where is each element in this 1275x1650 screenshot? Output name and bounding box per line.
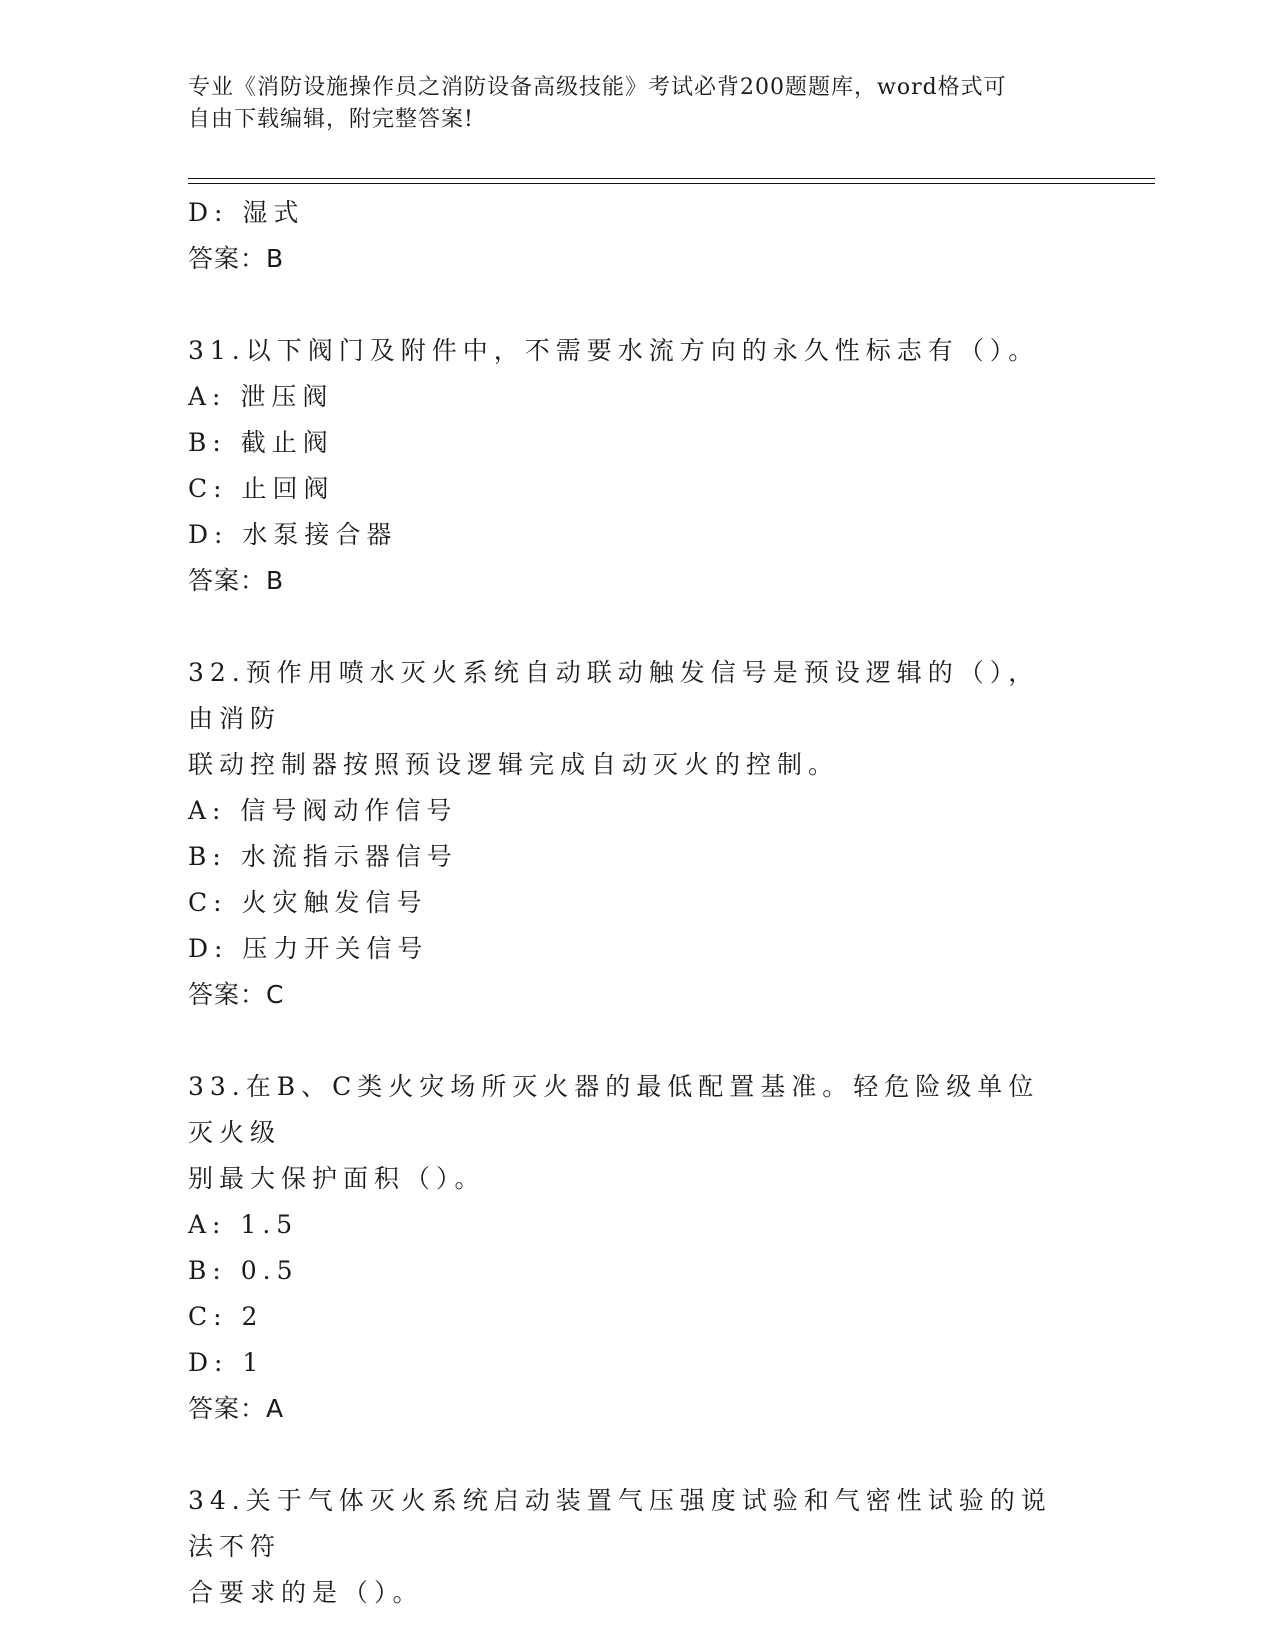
question-list [188,190,1068,1616]
option-a: A: 1.5 [188,1210,299,1239]
option-c: C: 2 [188,1302,264,1331]
question-text: 31.以下阀门及附件中，不需要水流方向的永久性标志有（）。 [188,336,1040,365]
answer-line: 答案：C [188,980,285,1009]
answer-line: 答案：B [188,244,285,273]
question-text-line-2: 合要求的是（）。 [188,1578,424,1607]
question-32 [188,650,1068,1018]
option-d: D: 水泵接合器 [188,520,398,549]
header-divider-bottom [188,183,1155,184]
question-text-line-1: 32.预作用喷水灭火系统自动联动触发信号是预设逻辑的（），由消防 [188,658,1040,733]
spacer [188,282,1068,328]
question-30-fragment [188,190,1068,282]
option-d: D: 1 [188,1348,265,1377]
option-a: A: 泄压阀 [188,382,334,411]
option-d: D: 压力开关信号 [188,934,429,963]
answer-line: 答案：B [188,566,285,595]
document-header [188,72,1068,136]
question-text-line-1: 33.在B、C类火灾场所灭火器的最低配置基准。轻危险级单位灭火级 [188,1072,1040,1147]
option-b: B: 0.5 [188,1256,299,1285]
option-c: C: 止回阀 [188,474,335,503]
option-a: A: 信号阀动作信号 [188,796,458,825]
spacer [188,604,1068,650]
option-c: C: 火灾触发信号 [188,888,428,917]
option-b: B: 水流指示器信号 [188,842,458,871]
question-33 [188,1064,1068,1432]
question-text-line-2: 联动控制器按照预设逻辑完成自动灭火的控制。 [188,750,840,779]
question-text-line-2: 别最大保护面积（）。 [188,1164,486,1193]
spacer [188,1432,1068,1478]
question-31 [188,328,1068,604]
header-line-2: 自由下载编辑，附完整答案! [188,107,474,132]
header-line-1: 专业《消防设施操作员之消防设备高级技能》考试必背200题题库，word格式可 [188,75,1007,100]
question-34 [188,1478,1068,1616]
spacer [188,1018,1068,1064]
answer-line: 答案：A [188,1394,285,1423]
option-d: D: 湿式 [188,198,305,227]
option-b: B: 截止阀 [188,428,334,457]
header-divider-top [188,178,1155,179]
question-text-line-1: 34.关于气体灭火系统启动装置气压强度试验和气密性试验的说法不符 [188,1486,1052,1561]
